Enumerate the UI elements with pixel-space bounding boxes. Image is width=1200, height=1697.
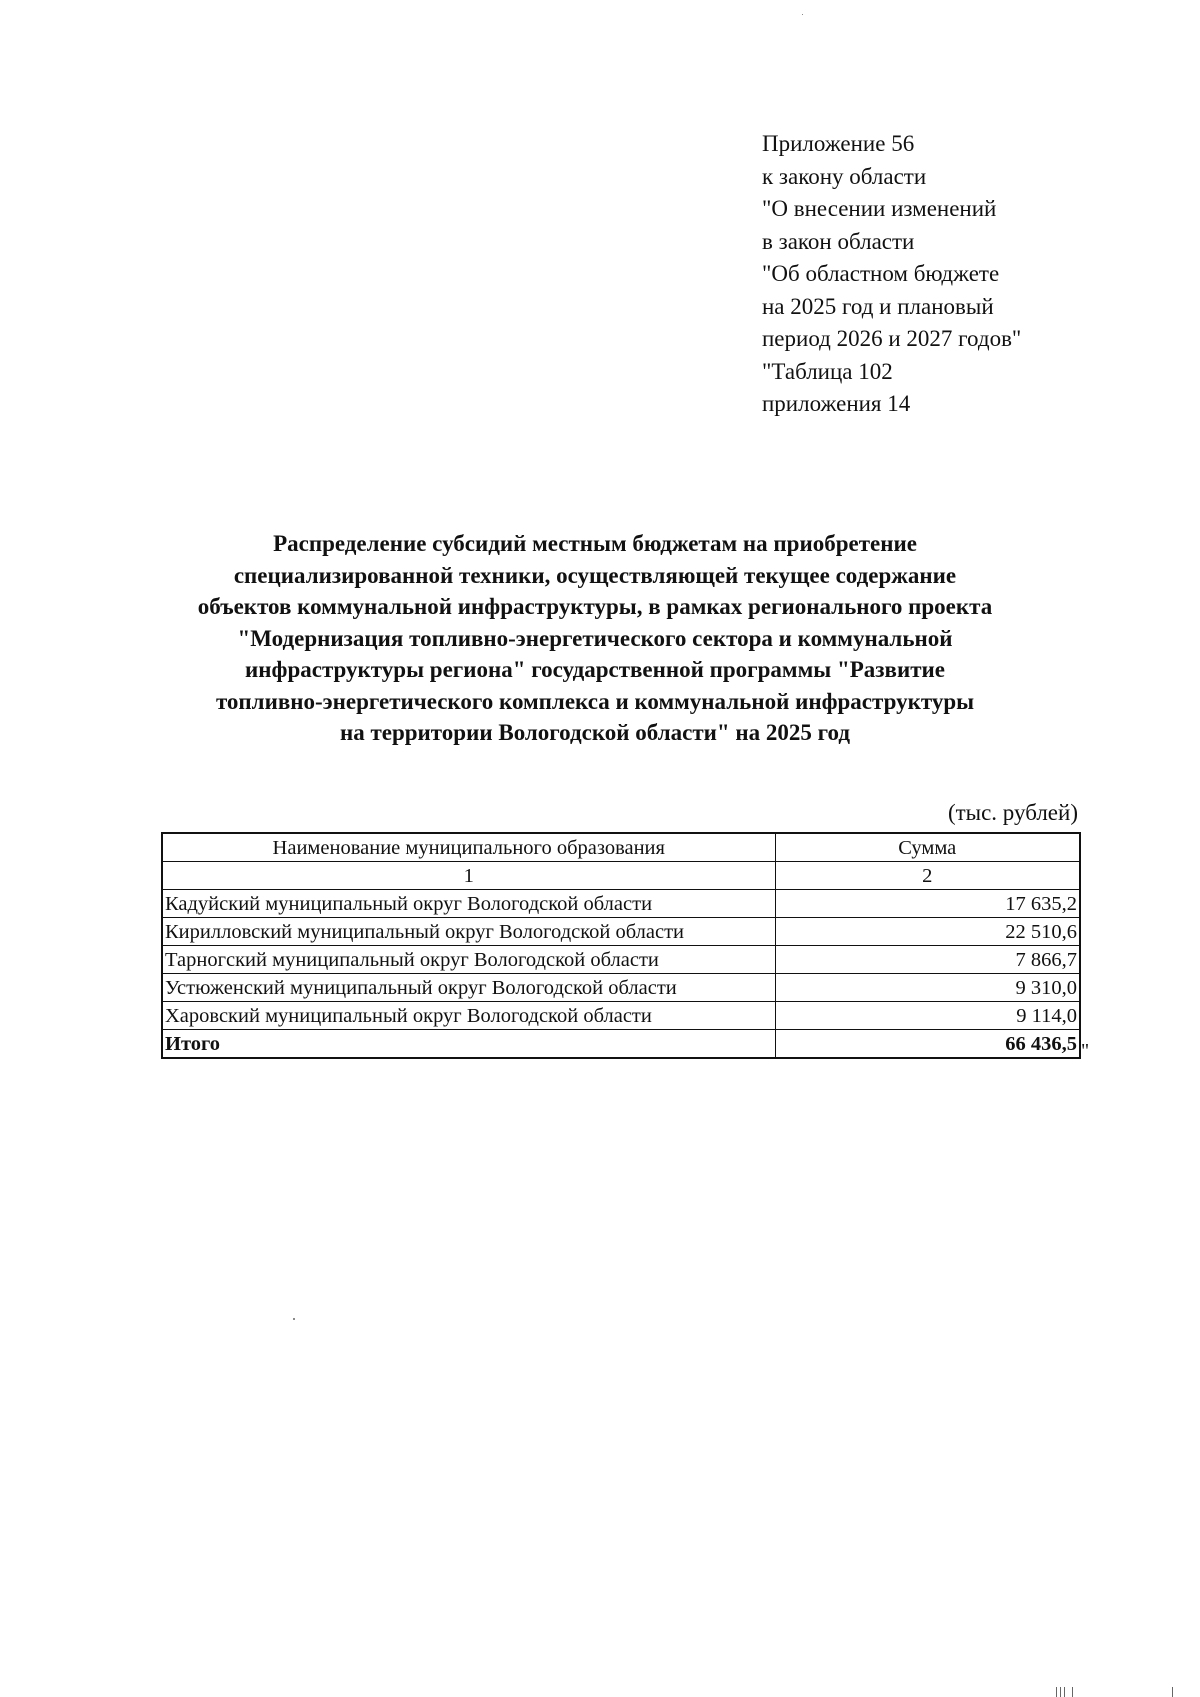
table-row bbox=[162, 946, 1080, 974]
annex-line: приложения 14 bbox=[762, 391, 911, 416]
subsidy-amount: 9 310,0 bbox=[775, 974, 1080, 1002]
annex-line: в закон области bbox=[762, 228, 915, 254]
annex-line: период 2026 и 2027 годов" bbox=[762, 326, 1022, 351]
document-title bbox=[140, 528, 1050, 749]
municipality-name: Устюженский муниципальный округ Вологодской области bbox=[162, 974, 775, 1002]
scan-edge-marks bbox=[1050, 1684, 1180, 1697]
title-line: Распределение субсидий местным бюджетам на приобретение bbox=[273, 531, 917, 556]
subsidy-amount: 22 510,6 bbox=[775, 918, 1080, 946]
subsidy-amount: 17 635,2 bbox=[775, 890, 1080, 918]
header-municipality: Наименование муниципального образования bbox=[162, 833, 775, 862]
municipality-name: Тарногский муниципальный округ Вологодской области bbox=[162, 946, 775, 974]
total-label: Итого bbox=[162, 1030, 775, 1059]
scan-speck bbox=[802, 14, 803, 15]
column-number: 1 bbox=[162, 862, 775, 890]
table-row bbox=[162, 1002, 1080, 1030]
annex-line: Приложение 56 bbox=[762, 131, 915, 156]
total-amount: 66 436,5 bbox=[775, 1030, 1080, 1059]
total-row bbox=[162, 1030, 1080, 1059]
annex-reference bbox=[762, 128, 1122, 421]
table-header-row bbox=[162, 833, 1080, 862]
municipality-name: Кирилловский муниципальный округ Вологодской области bbox=[162, 918, 775, 946]
title-line: специализированной техники, осуществляющей текущее содержание bbox=[233, 562, 957, 588]
title-line: объектов коммунальной инфраструктуры, в рамках регионального проекта bbox=[197, 594, 993, 619]
table-row bbox=[162, 890, 1080, 918]
annex-line: к закону области bbox=[762, 163, 927, 189]
annex-line: на 2025 год и плановый bbox=[762, 293, 994, 319]
subsidy-distribution-table bbox=[161, 832, 1081, 1059]
subsidy-amount: 9 114,0 bbox=[775, 1002, 1080, 1030]
title-line: на территории Вологодской области" на 2025 год bbox=[339, 720, 851, 745]
closing-quote: " bbox=[1081, 1040, 1090, 1062]
column-number-row bbox=[162, 862, 1080, 890]
header-amount: Сумма bbox=[775, 833, 1080, 862]
annex-line: "Об областном бюджете bbox=[762, 261, 1000, 286]
table-row bbox=[162, 918, 1080, 946]
municipality-name: Харовский муниципальный округ Вологодской области bbox=[162, 1002, 775, 1030]
column-number: 2 bbox=[775, 862, 1080, 890]
units-label: (тыс. рублей) bbox=[947, 800, 1078, 825]
title-line: топливно-энергетического комплекса и коммунальной инфраструктуры bbox=[215, 688, 975, 714]
subsidy-amount: 7 866,7 bbox=[775, 946, 1080, 974]
annex-line: "О внесении изменений bbox=[762, 196, 997, 221]
title-line: "Модернизация топливно-энергетического сектора и коммунальной bbox=[237, 625, 953, 651]
title-line: инфраструктуры региона" государственной программы "Развитие bbox=[245, 657, 945, 682]
municipality-name: Кадуйский муниципальный округ Вологодской области bbox=[162, 890, 775, 918]
table-row bbox=[162, 974, 1080, 1002]
annex-line: "Таблица 102 bbox=[762, 358, 893, 384]
scan-speck bbox=[293, 1318, 295, 1320]
